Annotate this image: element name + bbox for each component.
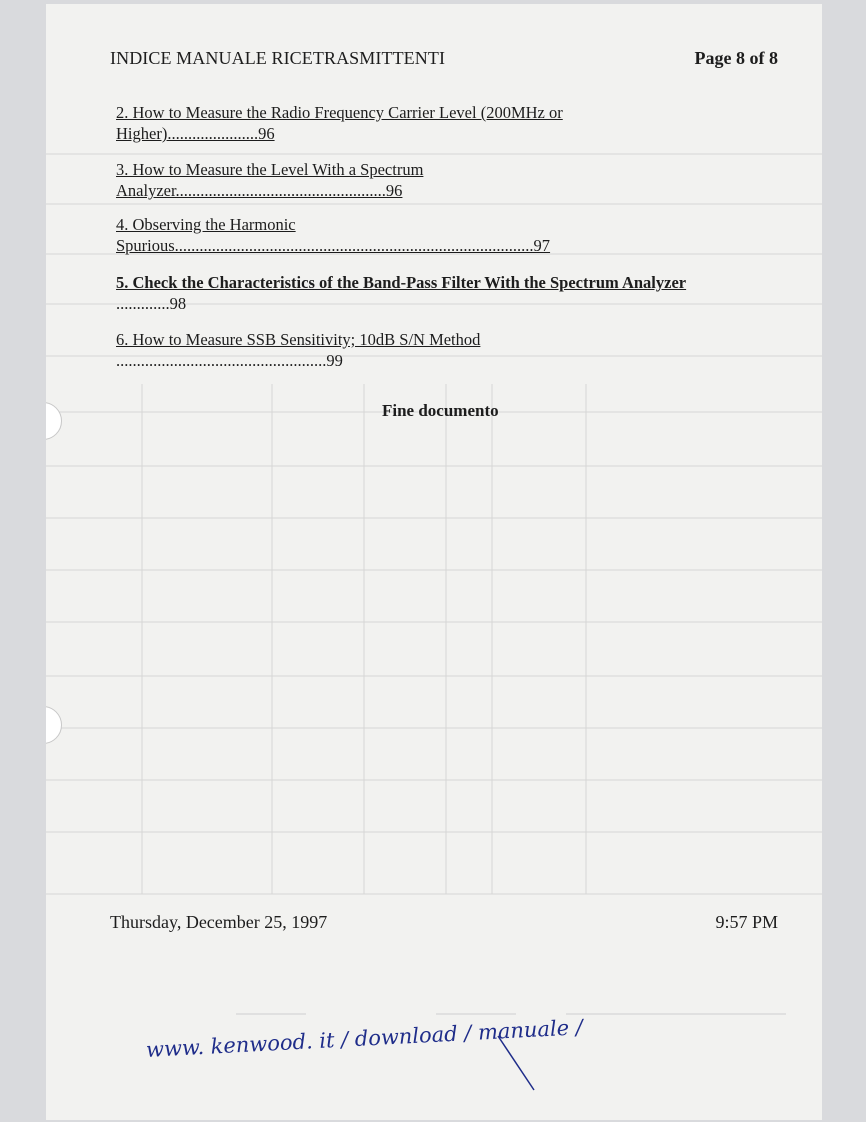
toc-entry-page: Analyzer...................................................96 bbox=[116, 181, 403, 200]
toc-entry-title: 4. Observing the Harmonic bbox=[116, 215, 296, 234]
document-page bbox=[46, 4, 822, 1120]
page-number: Page 8 of 8 bbox=[694, 48, 778, 68]
toc-entry-page: Higher)......................96 bbox=[116, 124, 275, 143]
toc-entry-page: .............98 bbox=[116, 294, 187, 313]
toc-entry-title: 2. How to Measure the Radio Frequency Carrier Level (200MHz or bbox=[116, 103, 563, 122]
toc-entry-title: 3. How to Measure the Level With a Spectrum bbox=[116, 160, 424, 179]
handwritten-url-note: www. kenwood. it / download / manuale / bbox=[145, 1015, 584, 1062]
toc-entry-title: 5. Check the Characteristics of the Band-Pass Filter With the Spectrum Analyzer bbox=[116, 273, 687, 292]
document-title: INDICE MANUALE RICETRASMITTENTI bbox=[110, 48, 446, 68]
toc-entry-title: 6. How to Measure SSB Sensitivity; 10dB S/N Method bbox=[116, 330, 481, 349]
end-of-document-label: Fine documento bbox=[382, 401, 499, 420]
toc-entry-page: Spurious.......................................................................................97 bbox=[116, 236, 551, 255]
toc-entry bbox=[116, 329, 480, 371]
footer-time: 9:57 PM bbox=[715, 912, 778, 932]
toc-entry bbox=[116, 102, 563, 144]
footer-date: Thursday, December 25, 1997 bbox=[110, 912, 328, 932]
toc-entry bbox=[116, 214, 550, 256]
toc-entry bbox=[116, 272, 686, 314]
toc-entry-page: ...................................................99 bbox=[116, 351, 343, 370]
toc-entry bbox=[116, 159, 423, 201]
